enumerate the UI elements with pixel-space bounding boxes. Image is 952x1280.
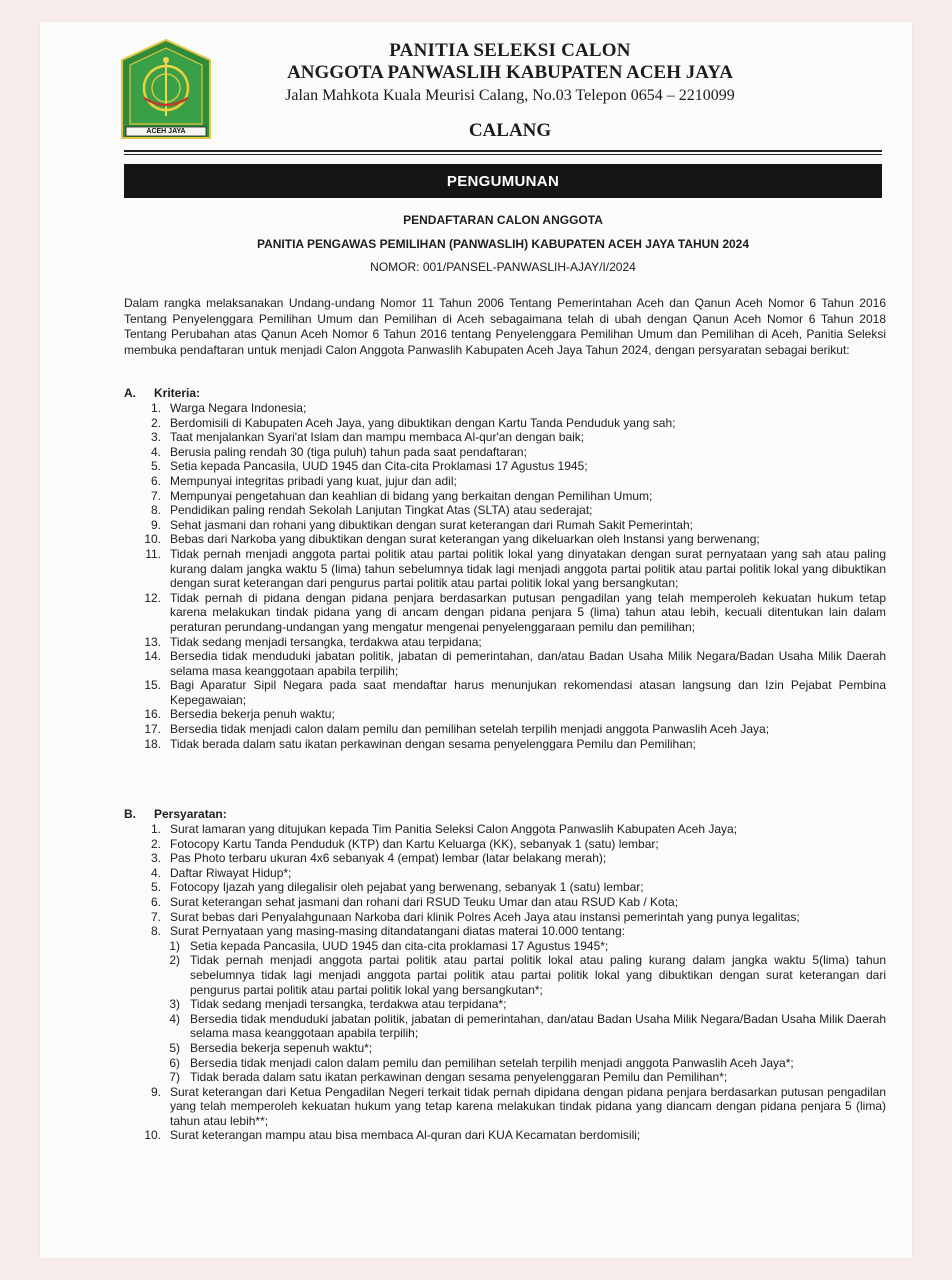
sub-list-item [124, 1056, 886, 1071]
item-text: Surat bebas dari Penyalahgunaan Narkoba dari klinik Polres Aceh Jaya atau instansi pemerintah yang punya legalitas; [170, 909, 800, 924]
item-text: Surat Pernyataan yang masing-masing ditandatangani diatas materai 10.000 tentang: [170, 924, 625, 939]
list-item [124, 910, 886, 925]
list-item [124, 737, 886, 752]
item-text: Setia kepada Pancasila, UUD 1945 dan Cita-cita Proklamasi 17 Agustus 1945; [170, 459, 588, 474]
list-item [124, 722, 886, 737]
item-text: Daftar Riwayat Hidup*; [170, 865, 292, 880]
list-item [124, 591, 886, 635]
item-text: Bersedia tidak menduduki jabatan politik, jabatan di pemerintahan, dan/atau Badan Usaha Milik Negara/Badan Usaha Milik Daerah selama masa keanggotaan apabila terpilih; [170, 649, 886, 678]
header-rule-thick [124, 150, 882, 152]
item-number: 16. [144, 707, 161, 722]
list-item [124, 822, 886, 837]
intro-paragraph: Dalam rangka melaksanakan Undang-undang Nomor 11 Tahun 2006 Tentang Pemerintahan Aceh dan Qanun Aceh Nomor 6 Tahun 2016 Tentang Penyelenggara Pemilihan Umum dan Pemilihan di Aceh sebagaimana telah di ubah dengan Qanun Aceh Nomor 6 Tahun 2018 Tentang Perubahan atas Qanun Aceh Nomor 6 Tahun 2016 tentang Penyelenggara Pemilihan Umum dan Pemilihan di Aceh, Panitia Seleksi membuka pendaftaran untuk menjadi Calon Anggota Panwaslih Kabupaten Aceh Jaya Tahun 2024, dengan persyaratan sebagai berikut: [124, 296, 886, 357]
list-item [124, 1085, 886, 1129]
org-line-2: ANGGOTA PANWASLIH KABUPATEN ACEH JAYA [287, 62, 733, 83]
item-text: Berusia paling rendah 30 (tiga puluh) tahun pada saat pendaftaran; [170, 444, 527, 459]
item-text: Fotocopy Ijazah yang dilegalisir oleh pejabat yang berwenang, sebanyak 1 (satu) lembar; [170, 880, 644, 895]
doc-subtitle: PANITIA PENGAWAS PEMILIHAN (PANWASLIH) KABUPATEN ACEH JAYA TAHUN 2024 [256, 237, 750, 251]
aceh-jaya-logo [120, 38, 212, 142]
item-text: Pendidikan paling rendah Sekolah Lanjutan Tingkat Atas (SLTA) atau sederajat; [170, 503, 593, 518]
item-text: Fotocopy Kartu Tanda Penduduk (KTP) dan Kartu Keluarga (KK), sebanyak 1 (satu) lembar; [170, 836, 659, 851]
doc-title: PENDAFTARAN CALON ANGGOTA [403, 213, 603, 227]
section-persyaratan [124, 807, 886, 1143]
item-text: Tidak berada dalam satu ikatan perkawinan dengan sesama penyelenggara Pemilu dan Pemilihan; [170, 736, 696, 751]
list-item [124, 489, 886, 504]
list-item [124, 635, 886, 650]
item-number: 7. [150, 488, 161, 503]
section-kriteria [124, 386, 886, 751]
item-number: 4. [150, 444, 161, 459]
item-number: 10. [144, 532, 161, 547]
item-number: 3. [150, 430, 161, 445]
list-item [124, 503, 886, 518]
pernyataan-sublist [124, 939, 886, 1085]
org-line-1: PANITIA SELEKSI CALON [389, 40, 631, 61]
persyaratan-list [124, 822, 886, 939]
item-text: Bersedia tidak menjadi calon dalam pemilu dan pemilihan setelah terpilih menjadi anggota Panwaslih Aceh Jaya*; [190, 1055, 794, 1070]
item-text: Tidak sedang menjadi tersangka, terdakwa atau terpidana*; [190, 997, 507, 1012]
sub-list-item [124, 1070, 886, 1085]
item-text: Bersedia tidak menjadi calon dalam pemilu dan pemilihan setelah terpilih menjadi anggota Panwaslih Aceh Jaya; [170, 722, 770, 737]
item-text: Bersedia bekerja sepenuh waktu*; [190, 1040, 373, 1055]
announcement-banner: PENGUMUNAN [124, 164, 882, 198]
item-number: 8. [150, 503, 161, 518]
list-item [124, 837, 886, 852]
item-number: 12. [144, 590, 161, 605]
list-item [124, 924, 886, 939]
sub-list-item [124, 1041, 886, 1056]
persyaratan-list-continued [124, 1085, 886, 1143]
item-text: Mempunyai integritas pribadi yang kuat, jujur dan adil; [170, 473, 457, 488]
item-number: 10. [144, 1128, 161, 1143]
list-item [124, 678, 886, 707]
section-b-label: Persyaratan: [154, 807, 227, 821]
kriteria-list [124, 401, 886, 751]
item-number: 11. [145, 546, 161, 561]
item-number: 6) [169, 1055, 180, 1070]
item-number: 5. [150, 459, 161, 474]
item-text: Pas Photo terbaru ukuran 4x6 sebanyak 4 (empat) lembar (latar belakang merah); [170, 851, 607, 866]
doc-number: NOMOR: 001/PANSEL-PANWASLIH-AJAY/I/2024 [370, 260, 636, 274]
item-text: Surat keterangan mampu atau bisa membaca Al-quran dari KUA Kecamatan berdomisili; [170, 1128, 641, 1143]
list-item [124, 866, 886, 881]
item-text: Bebas dari Narkoba yang dibuktikan dengan surat keterangan yang dikeluarkan oleh Instansi yang berwenang; [170, 532, 760, 547]
org-city: CALANG [468, 120, 552, 141]
item-number: 6. [150, 894, 161, 909]
org-address: Jalan Mahkota Kuala Meurisi Calang, No.03 Telepon 0654 – 2210099 [285, 87, 735, 104]
item-number: 1. [150, 401, 161, 415]
list-item [124, 532, 886, 547]
item-text: Mempunyai pengetahuan dan keahlian di bidang yang berkaitan dengan Pemilihan Umum; [170, 488, 653, 503]
item-number: 13. [144, 634, 161, 649]
item-number: 15. [144, 678, 161, 693]
header-rule-thin [124, 154, 882, 155]
list-item [124, 851, 886, 866]
list-item [124, 401, 886, 416]
item-number: 5) [169, 1040, 180, 1055]
item-text: Surat lamaran yang ditujukan kepada Tim Panitia Seleksi Calon Anggota Panwaslih Kabupaten Aceh Jaya; [170, 822, 738, 836]
item-text: Tidak pernah menjadi anggota partai politik atau partai politik lokal yang dinyatakan dengan surat pernyataan yang sah atau paling kurang dalam jangka waktu 5 (lima) tahun sebelumnya tidak lagi menjadi anggota partai politik atau partai politik lokal yang dibuktikan dengan surat keterangan dari pengurus partai politik atau partai politik lokal yang bersangkutan; [170, 546, 886, 591]
item-number: 2. [150, 836, 161, 851]
item-text: Surat keterangan sehat jasmani dan rohani dari RSUD Teuku Umar dan atau RSUD Kab / Kota; [170, 894, 679, 909]
item-text: Bersedia tidak menduduki jabatan politik, jabatan di pemerintahan, dan/atau Badan Usaha Milik Negara/Badan Usaha Milik Daerah selama masa keanggotaan apabila terpilih; [190, 1011, 886, 1041]
section-b-title [124, 807, 886, 822]
item-text: Tidak pernah di pidana dengan pidana penjara berdasarkan putusan pengadilan yang telah memperoleh kekuatan hukum tetap karena melakukan tindak pidana yang di ancam dengan pidana penjara 5 (lima) tahun atau lebih, kecuali ditentukan lain dalam peraturan perundang-undangan yang mengatur mengenai penyelenggaraan pemilu dan pemilihan; [170, 590, 886, 634]
item-number: 2. [150, 415, 161, 430]
item-number: 1. [150, 822, 161, 836]
list-item [124, 880, 886, 895]
letterhead [240, 40, 780, 142]
item-text: Tidak berada dalam satu ikatan perkawinan dengan sesama penyelenggaran Pemilu dan Pemilihan*; [190, 1070, 728, 1085]
item-number: 3) [169, 997, 180, 1012]
section-a-letter: A. [124, 386, 136, 400]
item-number: 7) [169, 1070, 180, 1085]
item-number: 6. [150, 473, 161, 488]
list-item [124, 707, 886, 722]
logo-caption: ACEH JAYA [146, 128, 186, 135]
list-item [124, 547, 886, 591]
section-a-label: Kriteria: [154, 386, 201, 400]
section-a-title [124, 386, 886, 401]
item-text: Warga Negara Indonesia; [170, 401, 307, 415]
list-item [124, 459, 886, 474]
sub-list-item [124, 953, 886, 997]
item-text: Sehat jasmani dan rohani yang dibuktikan dengan surat keterangan dari Rumah Sakit Pemerintah; [170, 517, 693, 532]
item-number: 4) [169, 1011, 180, 1026]
list-item [124, 430, 886, 445]
section-b-letter: B. [124, 807, 136, 821]
list-item [124, 1128, 886, 1143]
item-number: 9. [150, 517, 161, 532]
item-number: 3. [150, 851, 161, 866]
item-text: Taat menjalankan Syari'at Islam dan mampu membaca Al-qur'an dengan baik; [170, 430, 585, 445]
list-item [124, 474, 886, 489]
list-item [124, 445, 886, 460]
item-number: 14. [144, 649, 161, 664]
item-text: Berdomisili di Kabupaten Aceh Jaya, yang dibuktikan dengan Kartu Tanda Penduduk yang sah; [170, 415, 676, 430]
item-text: Tidak sedang menjadi tersangka, terdakwa atau terpidana; [170, 634, 482, 649]
item-number: 7. [150, 909, 161, 924]
list-item [124, 518, 886, 533]
sub-list-item [124, 1012, 886, 1041]
item-number: 17. [144, 722, 161, 737]
item-number: 5. [150, 880, 161, 895]
list-item [124, 416, 886, 431]
item-text: Tidak pernah menjadi anggota partai politik atau partai politik lokal atau paling kurang dalam jangka waktu 5(lima) tahun sebelumnya tidak lagi menjadi anggota partai politik atau partai politik lokal yang dibuktikan dengan surat keterangan dari pengurus partai politik atau partai politik lokal yang bersangkutan*; [190, 953, 886, 997]
item-text: Surat keterangan dari Ketua Pengadilan Negeri terkait tidak pernah dipidana dengan pidana penjara berdasarkan putusan pengadilan yang telah memperoleh kekuatan hukum yang tetap karena melakukan tindak pidana yang diancam dengan pidana penjara 5 (lima) tahun atau lebih**; [170, 1084, 886, 1128]
item-number: 1) [169, 938, 180, 953]
item-text: Bersedia bekerja penuh waktu; [170, 707, 335, 722]
sub-list-item [124, 939, 886, 954]
list-item [124, 895, 886, 910]
item-number: 2) [169, 953, 180, 968]
item-text: Setia kepada Pancasila, UUD 1945 dan cita-cita proklamasi 17 Agustus 1945*; [190, 938, 609, 953]
item-number: 4. [150, 865, 161, 880]
sub-list-item [124, 997, 886, 1012]
item-text: Bagi Aparatur Sipil Negara pada saat mendaftar harus menunjukan rekomendasi atasan langsung dan Izin Pejabat Pembina Kepegawaian; [170, 678, 886, 707]
list-item [124, 649, 886, 678]
item-number: 8. [150, 924, 161, 939]
item-number: 18. [144, 736, 161, 751]
item-number: 9. [150, 1084, 161, 1099]
